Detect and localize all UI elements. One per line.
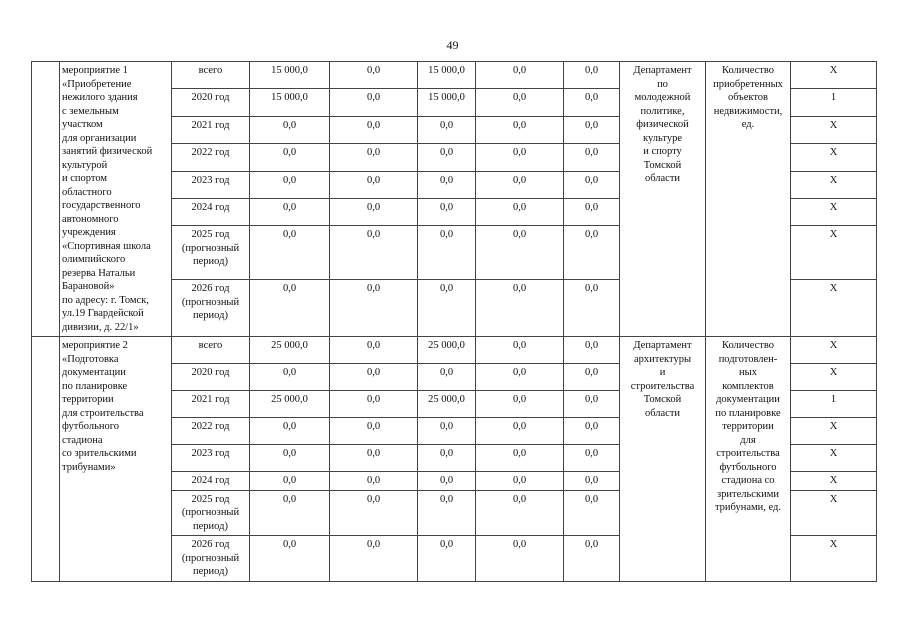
period-cell: 2026 год (прогнозный период) — [172, 280, 250, 337]
indicator-value-cell: X — [791, 226, 877, 280]
amount-cell: 0,0 — [564, 62, 620, 89]
amount-cell: 0,0 — [250, 280, 330, 337]
indicator-value-cell: X — [791, 116, 877, 143]
table-row — [32, 62, 877, 89]
amount-cell: 0,0 — [330, 89, 418, 116]
amount-cell: 0,0 — [250, 490, 330, 536]
amount-cell: 0,0 — [564, 418, 620, 445]
indicator-value-cell: X — [791, 198, 877, 225]
indicator-value-cell: X — [791, 144, 877, 171]
amount-cell: 0,0 — [418, 116, 476, 143]
amount-cell: 25 000,0 — [418, 337, 476, 364]
amount-cell: 15 000,0 — [418, 89, 476, 116]
amount-cell: 0,0 — [250, 171, 330, 198]
period-cell: 2021 год — [172, 391, 250, 418]
amount-cell: 0,0 — [418, 445, 476, 472]
period-cell: 2020 год — [172, 364, 250, 391]
amount-cell: 0,0 — [250, 364, 330, 391]
period-cell: 2025 год (прогнозный период) — [172, 226, 250, 280]
amount-cell: 0,0 — [330, 536, 418, 582]
amount-cell: 15 000,0 — [250, 89, 330, 116]
measure-name-cell: мероприятие 2 «Подготовка документации по планировке территории для строительства футбольного стадиона со зрительскими трибунами» — [60, 337, 172, 582]
amount-cell: 0,0 — [418, 171, 476, 198]
amount-cell: 0,0 — [476, 144, 564, 171]
amount-cell: 0,0 — [476, 490, 564, 536]
indicator-value-cell: X — [791, 171, 877, 198]
department-cell: Департамент архитектуры и строительства Томской области — [620, 337, 706, 582]
amount-cell: 0,0 — [564, 89, 620, 116]
amount-cell: 0,0 — [330, 62, 418, 89]
amount-cell: 0,0 — [476, 472, 564, 491]
amount-cell: 0,0 — [418, 536, 476, 582]
amount-cell: 0,0 — [476, 364, 564, 391]
amount-cell: 0,0 — [564, 490, 620, 536]
amount-cell: 0,0 — [250, 116, 330, 143]
amount-cell: 0,0 — [250, 144, 330, 171]
amount-cell: 0,0 — [250, 536, 330, 582]
indicator-cell: Количество приобретенных объектов недвижимости, ед. — [706, 62, 791, 337]
amount-cell: 0,0 — [564, 364, 620, 391]
page-number: 49 — [446, 38, 459, 52]
amount-cell: 0,0 — [330, 144, 418, 171]
amount-cell: 0,0 — [250, 198, 330, 225]
indicator-value-cell: X — [791, 472, 877, 491]
department-cell: Департамент по молодежной политике, физической культуре и спорту Томской области — [620, 62, 706, 337]
amount-cell: 0,0 — [418, 198, 476, 225]
amount-cell: 0,0 — [476, 418, 564, 445]
amount-cell: 0,0 — [564, 472, 620, 491]
period-cell: 2023 год — [172, 171, 250, 198]
amount-cell: 0,0 — [476, 226, 564, 280]
period-cell: 2023 год — [172, 445, 250, 472]
table-row — [32, 337, 877, 364]
amount-cell: 0,0 — [476, 391, 564, 418]
amount-cell: 0,0 — [250, 226, 330, 280]
amount-cell: 0,0 — [564, 391, 620, 418]
amount-cell: 25 000,0 — [250, 337, 330, 364]
amount-cell: 0,0 — [418, 490, 476, 536]
amount-cell: 0,0 — [250, 418, 330, 445]
amount-cell: 0,0 — [564, 171, 620, 198]
amount-cell: 0,0 — [476, 116, 564, 143]
amount-cell: 25 000,0 — [250, 391, 330, 418]
amount-cell: 0,0 — [330, 364, 418, 391]
amount-cell: 0,0 — [564, 116, 620, 143]
amount-cell: 0,0 — [418, 144, 476, 171]
amount-cell: 15 000,0 — [250, 62, 330, 89]
amount-cell: 0,0 — [418, 226, 476, 280]
amount-cell: 0,0 — [476, 280, 564, 337]
period-cell: 2025 год (прогнозный период) — [172, 490, 250, 536]
amount-cell: 0,0 — [476, 445, 564, 472]
indicator-value-cell: X — [791, 445, 877, 472]
amount-cell: 0,0 — [476, 198, 564, 225]
period-cell: 2021 год — [172, 116, 250, 143]
indicator-value-cell: X — [791, 536, 877, 582]
amount-cell: 0,0 — [564, 226, 620, 280]
amount-cell: 0,0 — [564, 337, 620, 364]
amount-cell: 0,0 — [476, 89, 564, 116]
indicator-value-cell: X — [791, 337, 877, 364]
amount-cell: 25 000,0 — [418, 391, 476, 418]
amount-cell: 0,0 — [330, 280, 418, 337]
indicator-value-cell: 1 — [791, 89, 877, 116]
amount-cell: 0,0 — [250, 472, 330, 491]
indicator-value-cell: X — [791, 62, 877, 89]
period-cell: всего — [172, 62, 250, 89]
period-cell: 2024 год — [172, 198, 250, 225]
amount-cell: 0,0 — [476, 62, 564, 89]
period-cell: 2024 год — [172, 472, 250, 491]
amount-cell: 0,0 — [330, 226, 418, 280]
indicator-value-cell: X — [791, 280, 877, 337]
amount-cell: 0,0 — [418, 280, 476, 337]
amount-cell: 0,0 — [330, 472, 418, 491]
amount-cell: 0,0 — [418, 418, 476, 445]
amount-cell: 0,0 — [564, 536, 620, 582]
indicator-value-cell: X — [791, 364, 877, 391]
period-cell: 2026 год (прогнозный период) — [172, 536, 250, 582]
amount-cell: 0,0 — [564, 144, 620, 171]
amount-cell: 15 000,0 — [418, 62, 476, 89]
period-cell: 2022 год — [172, 144, 250, 171]
amount-cell: 0,0 — [564, 445, 620, 472]
amount-cell: 0,0 — [330, 490, 418, 536]
indicator-cell: Количество подготовлен- ных комплектов документации по планировке территории для строительства футбольного стадиона со зрительскими трибунами, ед. — [706, 337, 791, 582]
amount-cell: 0,0 — [330, 116, 418, 143]
amount-cell: 0,0 — [418, 364, 476, 391]
blank-cell — [32, 337, 60, 582]
amount-cell: 0,0 — [330, 198, 418, 225]
indicator-value-cell: X — [791, 418, 877, 445]
amount-cell: 0,0 — [330, 391, 418, 418]
amount-cell: 0,0 — [418, 472, 476, 491]
amount-cell: 0,0 — [476, 171, 564, 198]
amount-cell: 0,0 — [476, 337, 564, 364]
period-cell: 2022 год — [172, 418, 250, 445]
period-cell: 2020 год — [172, 89, 250, 116]
amount-cell: 0,0 — [564, 280, 620, 337]
blank-cell — [32, 62, 60, 337]
amount-cell: 0,0 — [330, 445, 418, 472]
amount-cell: 0,0 — [250, 445, 330, 472]
amount-cell: 0,0 — [330, 337, 418, 364]
program-measures-table — [31, 61, 877, 582]
indicator-value-cell: X — [791, 490, 877, 536]
indicator-value-cell: 1 — [791, 391, 877, 418]
period-cell: всего — [172, 337, 250, 364]
amount-cell: 0,0 — [564, 198, 620, 225]
amount-cell: 0,0 — [330, 418, 418, 445]
measure-name-cell: мероприятие 1 «Приобретение нежилого здания с земельным участком для организации занятий физической культурой и спортом областного государственного автономного учреждения «Спортивная школа олимпийского резерва Натальи Барановой» по адресу: г. Томск, ул.19 Гвардейской дивизии, д. 22/1» — [60, 62, 172, 337]
amount-cell: 0,0 — [476, 536, 564, 582]
amount-cell: 0,0 — [330, 171, 418, 198]
